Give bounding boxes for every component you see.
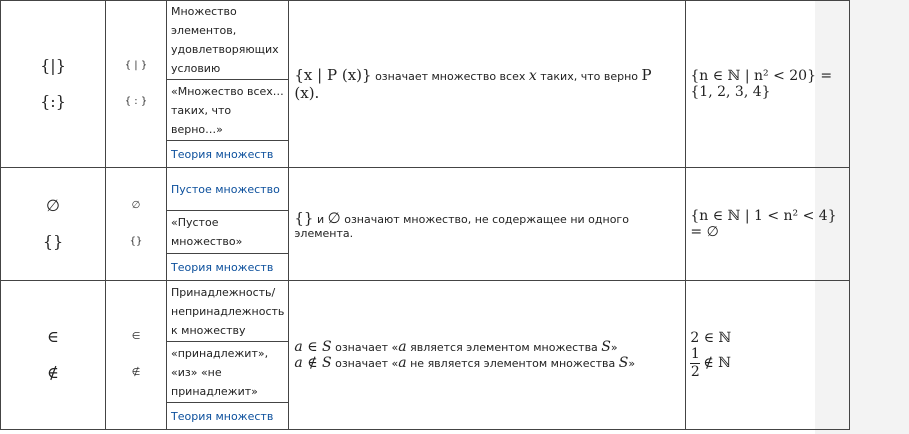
example-formula: {n ∈ ℕ | 1 < n² < 4} = ∅ [690, 208, 837, 240]
symbol: ∅ [46, 196, 60, 215]
symbol-small-cell [106, 168, 167, 281]
category-link[interactable]: Теория множеств [167, 254, 289, 281]
symbol-small-cell [106, 281, 167, 430]
symbol: {|} [40, 56, 66, 75]
formula: {} [294, 208, 314, 227]
explanation-text: и [316, 212, 325, 226]
symbol: {} [42, 232, 64, 251]
symbol-cell [1, 281, 106, 430]
symbol-small: { | } [124, 60, 148, 71]
explanation-text: » [610, 341, 618, 354]
explanation-text: таких, что верно [540, 70, 638, 83]
explanation-text: является элементом множества [410, 341, 598, 354]
explanation-text: означает « [335, 341, 399, 354]
table-row [1, 281, 850, 342]
explanation-text: означают множество, не содержащее ни одного элемента. [294, 212, 629, 240]
example-formula: 2 ∈ ℕ [690, 329, 732, 346]
fraction-numerator: 1 [690, 345, 700, 362]
formula: S [618, 355, 629, 371]
symbol-reading: «Множество всех… таких, что верно…» [167, 80, 289, 141]
symbol-small: {} [129, 236, 143, 247]
example-cell [686, 168, 850, 281]
explanation-text: означает множество всех [375, 70, 526, 83]
symbol-name: Множество элементов, удовлетворяющих условию [167, 1, 289, 80]
explanation-cell [289, 168, 686, 281]
symbol-name: Принадлежность/ непринадлежность к множеству [167, 281, 289, 342]
formula: {x | P (x)} [294, 66, 372, 84]
symbol-name[interactable]: Пустое множество [167, 168, 289, 211]
table-row [1, 168, 850, 211]
explanation-text: не является элементом множества [410, 357, 616, 370]
example-formula: {n ∈ ℕ | n² < 20} = {1, 2, 3, 4} [690, 68, 833, 100]
symbol-cell [1, 1, 106, 168]
formula: a ∉ S [294, 355, 332, 371]
symbol-small-cell [106, 1, 167, 168]
formula: P (x). [294, 66, 652, 102]
explanation-cell [289, 281, 686, 430]
symbol-cell [1, 168, 106, 281]
symbol-reading: «принадлежит», «из» «не принадлежит» [167, 342, 289, 403]
fraction-denominator: 2 [690, 363, 700, 380]
symbol-small: { : } [124, 96, 148, 107]
symbol: {:} [40, 92, 66, 111]
example-cell [686, 281, 850, 430]
explanation-text: означает « [335, 357, 399, 370]
formula: a [398, 339, 407, 355]
formula: a ∈ S [294, 339, 332, 355]
example-formula: ∉ ℕ [703, 355, 732, 371]
category-link[interactable]: Теория множеств [167, 141, 289, 168]
symbol: ∈ [47, 327, 59, 346]
category-link[interactable]: Теория множеств [167, 403, 289, 430]
symbol-small: ∅ [131, 200, 141, 211]
symbol: ∉ [47, 363, 59, 382]
formula: S [601, 339, 611, 355]
table-row [1, 1, 850, 80]
symbol-reading: «Пустое множество» [167, 211, 289, 254]
symbol-small: ∉ [131, 367, 141, 378]
formula: ∅ [327, 208, 341, 227]
explanation-text: » [628, 357, 636, 370]
explanation-cell [289, 1, 686, 168]
formula: x [528, 68, 537, 84]
formula: a [398, 355, 407, 371]
example-cell [686, 1, 850, 168]
symbol-small: ∈ [131, 331, 141, 342]
